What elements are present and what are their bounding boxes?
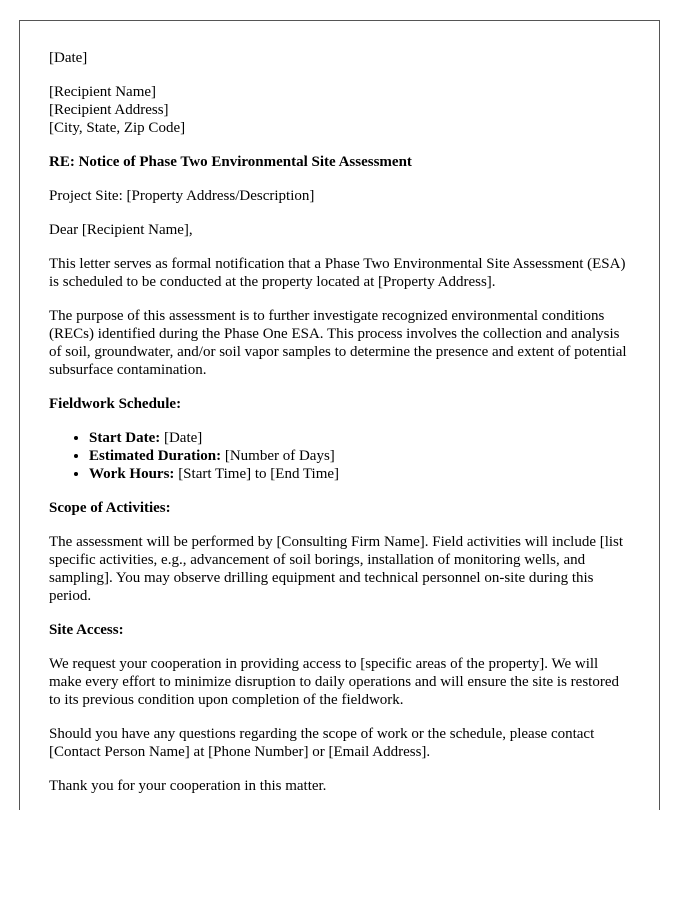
scope-paragraph: The assessment will be performed by [Consulting Firm Name]. Field activities will include [list specific activities, e.g., advancement of soil borings, installation of monitoring wells, and sampling]. You may observe drilling equipment and technical personnel on-site during this period. (49, 534, 624, 604)
schedule-item-work-hours (89, 465, 630, 483)
closing-line: Thank you for your cooperation in this matter. (49, 778, 327, 794)
purpose-paragraph: The purpose of this assessment is to further investigate recognized environmental conditions (RECs) identified during the Phase One ESA. This process involves the collection and analysis of soil, groundwater, and/or soil vapor samples to determine the presence and extent of potential subsurface contamination. (49, 308, 627, 378)
recipient-address: [Recipient Address] (49, 102, 169, 118)
schedule-item-value: [Start Time] to [End Time] (174, 466, 340, 482)
recipient-city-state-zip: [City, State, Zip Code] (49, 120, 186, 136)
schedule-item-label: Start Date: (89, 430, 161, 446)
recipient-block (49, 83, 630, 137)
schedule-item-start-date (89, 429, 630, 447)
schedule-item-value: [Number of Days] (221, 448, 335, 464)
letter-page (19, 20, 660, 810)
schedule-item-duration (89, 447, 630, 465)
access-heading: Site Access: (49, 622, 124, 638)
schedule-item-label: Estimated Duration: (89, 448, 222, 464)
schedule-list (49, 429, 630, 483)
letter-date: [Date] (49, 50, 88, 66)
salutation: Dear [Recipient Name], (49, 222, 193, 238)
access-paragraph: We request your cooperation in providing access to [specific areas of the property]. We will make every effort to minimize disruption to daily operations and will ensure the site is restored to its previous condition upon completion of the fieldwork. (49, 656, 619, 708)
scope-heading: Scope of Activities: (49, 500, 171, 516)
project-site: Project Site: [Property Address/Description] (49, 188, 315, 204)
subject-line: RE: Notice of Phase Two Environmental Site Assessment (49, 154, 412, 170)
schedule-heading: Fieldwork Schedule: (49, 396, 182, 412)
questions-paragraph: Should you have any questions regarding the scope of work or the schedule, please contact [Contact Person Name] at [Phone Number] or [Email Address]. (49, 726, 595, 760)
intro-paragraph: This letter serves as formal notification that a Phase Two Environmental Site Assessment (ESA) is scheduled to be conducted at the property located at [Property Address]. (49, 256, 626, 290)
schedule-item-value: [Date] (160, 430, 203, 446)
recipient-name: [Recipient Name] (49, 84, 157, 100)
schedule-item-label: Work Hours: (89, 466, 175, 482)
